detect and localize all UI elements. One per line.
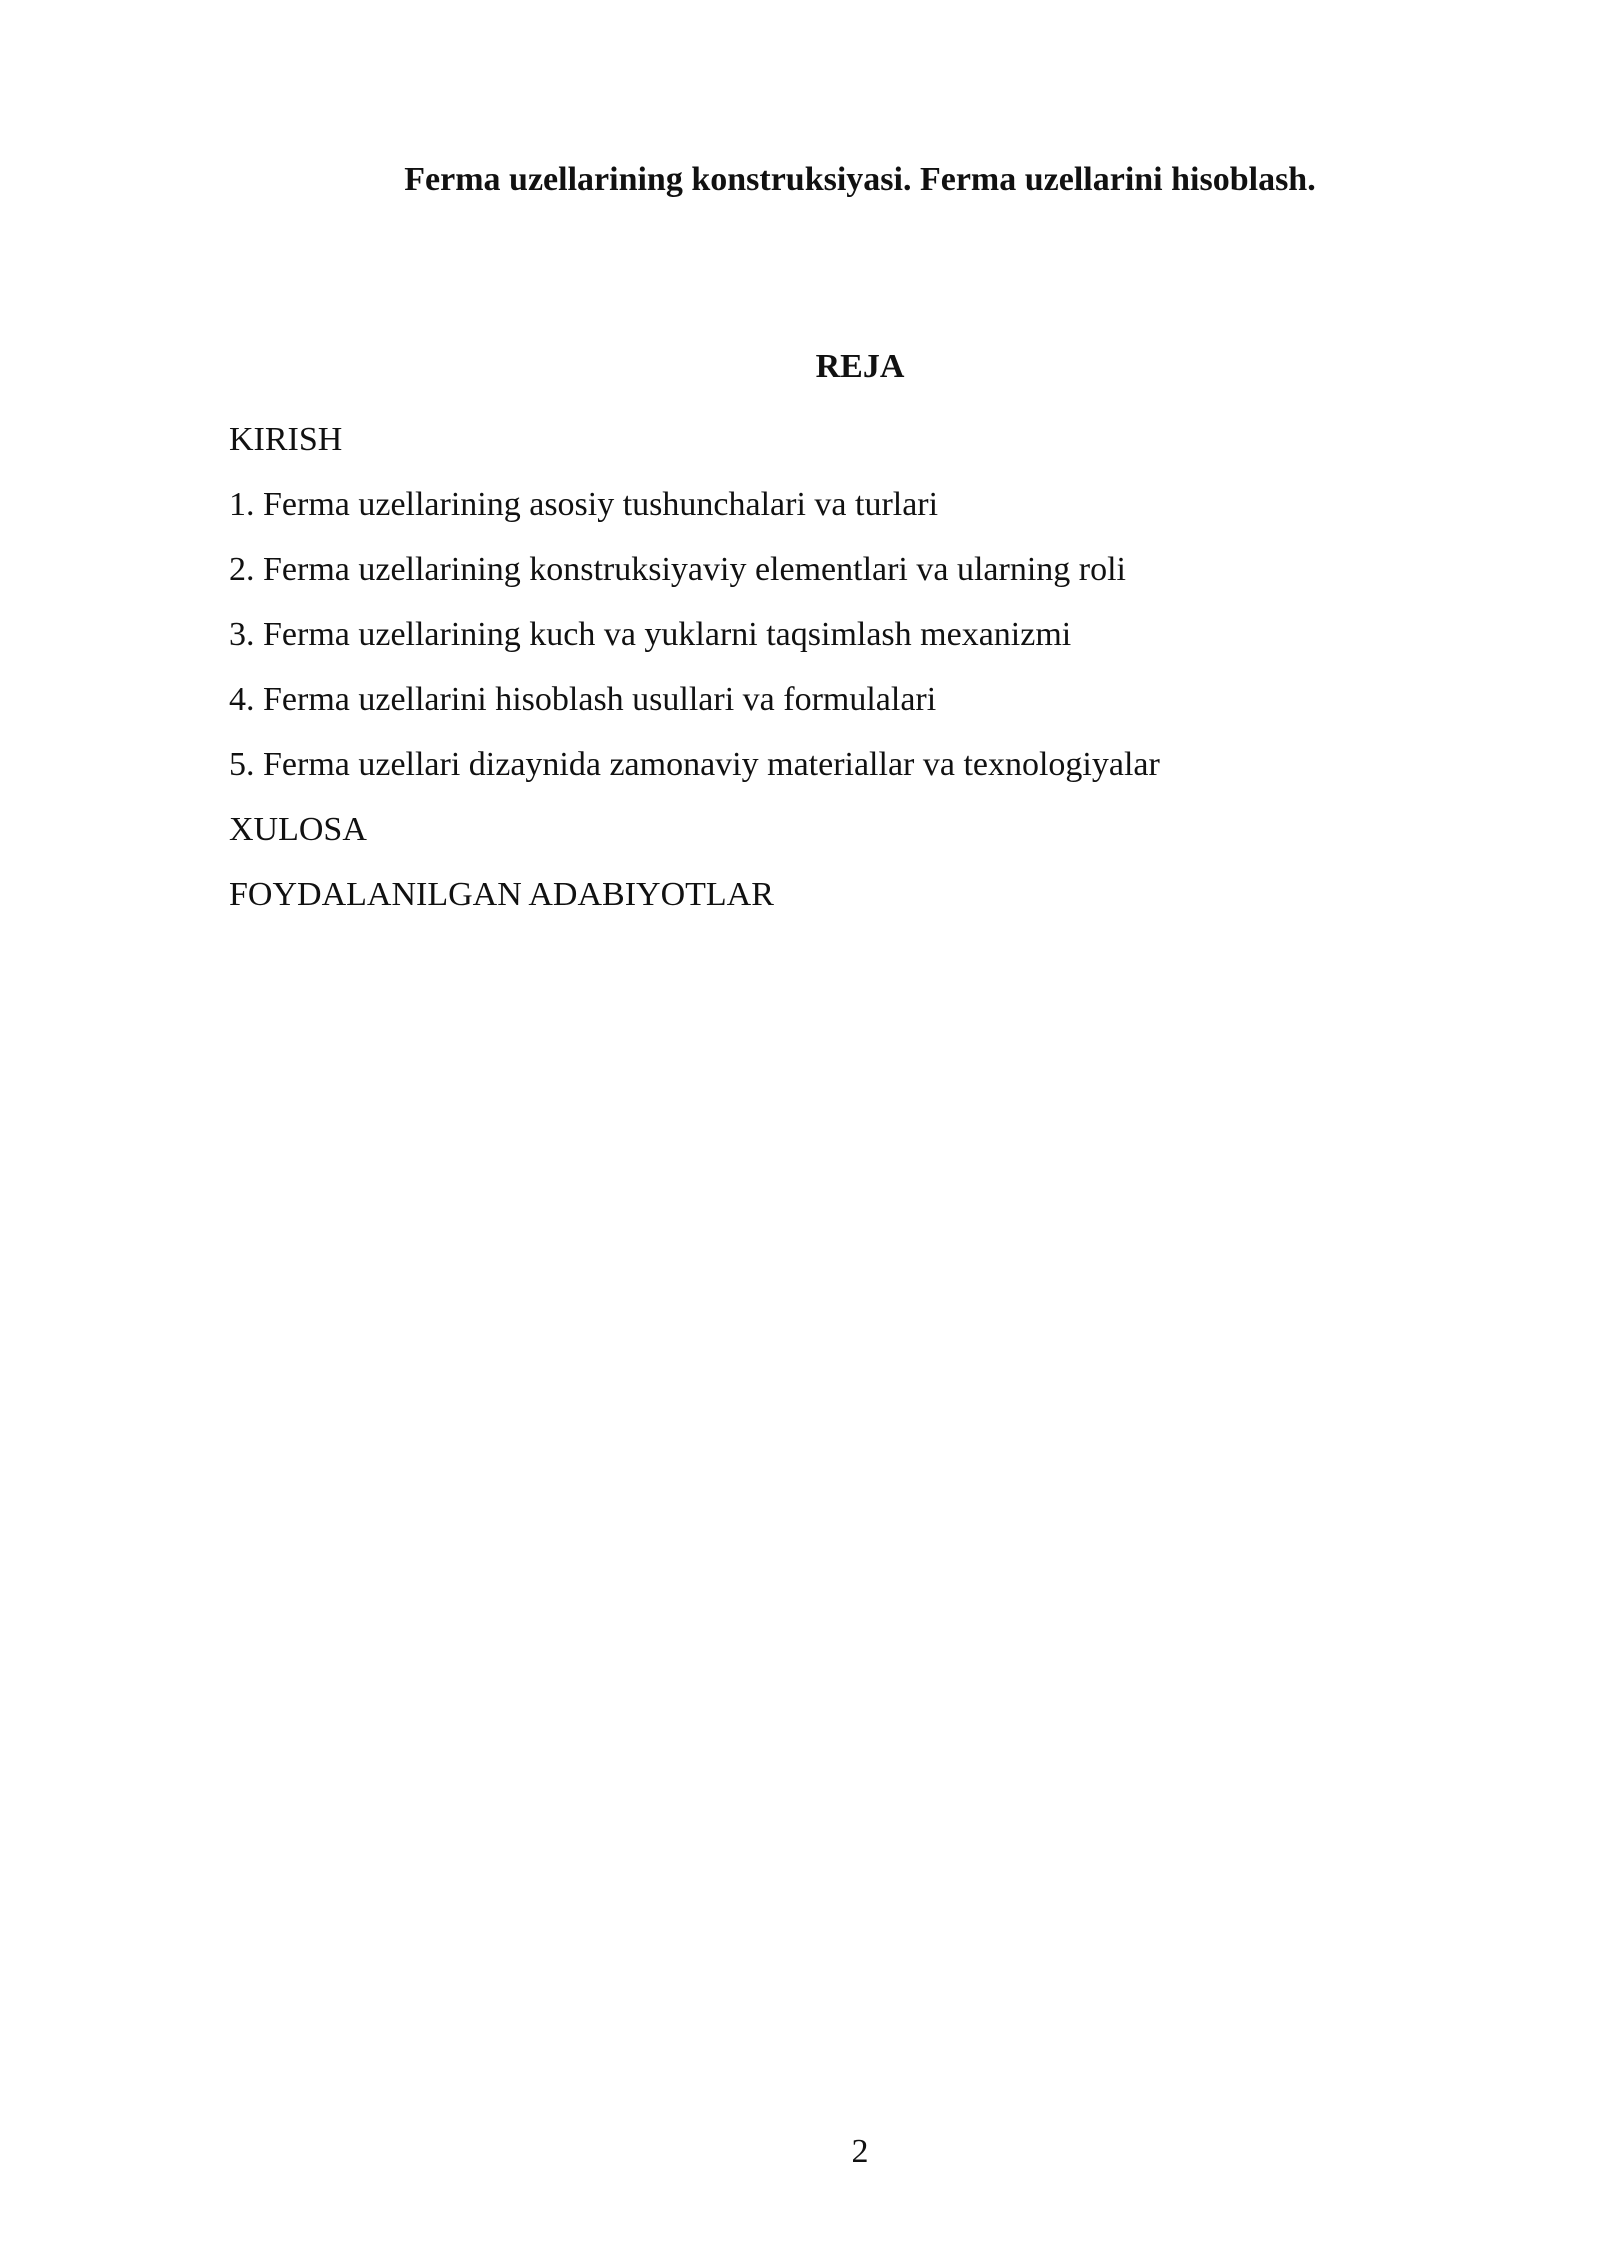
plan-item-references: FOYDALANILGAN ADABIYOTLAR [229,876,774,913]
plan-item-3: 3. Ferma uzellarining kuch va yuklarni taqsimlash mexanizmi [229,616,1072,653]
plan-item-4: 4. Ferma uzellarini hisoblash usullari va formulalari [229,681,937,718]
plan-heading: REJA [815,348,905,385]
document-title: Ferma uzellarining konstruksiyasi. Ferma uzellarini hisoblash. [404,161,1316,198]
page-number: 2 [851,2133,869,2170]
plan-item-introduction: KIRISH [229,421,343,458]
plan-item-2: 2. Ferma uzellarining konstruksiyaviy elementlari va ularning roli [229,551,1126,588]
plan-item-1: 1. Ferma uzellarining asosiy tushunchalari va turlari [229,486,939,523]
plan-item-5: 5. Ferma uzellari dizaynida zamonaviy materiallar va texnologiyalar [229,746,1160,783]
plan-item-conclusion: XULOSA [229,811,367,848]
plan-list [229,420,1160,940]
